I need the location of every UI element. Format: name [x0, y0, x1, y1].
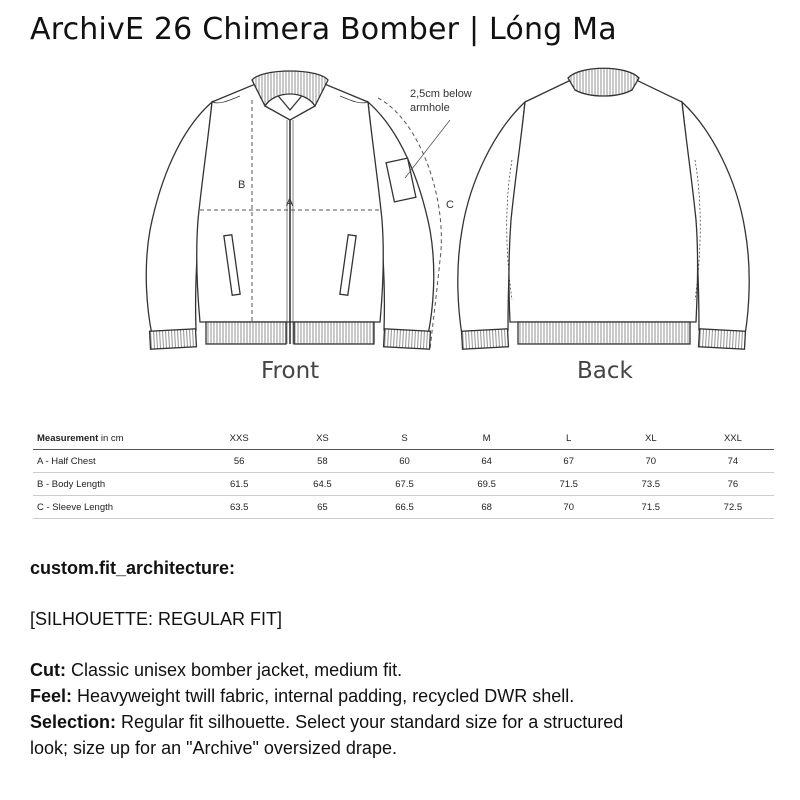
table-cell: 56 [197, 450, 281, 473]
front-left-cuff [150, 329, 197, 349]
table-cell: 70 [610, 450, 692, 473]
table-cell: 70 [528, 496, 610, 519]
front-waistband-left [206, 322, 286, 344]
marker-b: B [238, 179, 246, 191]
fit-heading-text: custom.fit_architecture: [30, 558, 236, 578]
table-cell: 66.5 [363, 496, 445, 519]
feel-text: Heavyweight twill fabric, internal padding, recycled DWR shell. [72, 686, 575, 706]
page-title: ArchivE 26 Chimera Bomber | Lóng Ma [30, 12, 617, 47]
row-label: B - Body Length [33, 473, 197, 496]
feel-line [30, 683, 574, 709]
size-header: S [363, 427, 445, 450]
size-header: M [446, 427, 528, 450]
annotation-line-2: armhole [410, 102, 450, 114]
marker-c: C [446, 199, 454, 211]
size-chart-header-row [33, 427, 774, 450]
table-cell: 61.5 [197, 473, 281, 496]
table-cell: 72.5 [692, 496, 774, 519]
front-view [146, 71, 434, 349]
jacket-technical-drawing [0, 60, 800, 400]
annotation-line-1: 2,5cm below [410, 88, 472, 100]
table-cell: 63.5 [197, 496, 281, 519]
fit-heading [30, 555, 235, 581]
row-label: C - Sleeve Length [33, 496, 197, 519]
selection-text-1: Regular fit silhouette. Select your standard size for a structured [116, 712, 624, 732]
table-cell: 71.5 [528, 473, 610, 496]
table-row [33, 450, 774, 473]
armhole-annotation [410, 87, 472, 115]
back-right-cuff [699, 329, 746, 349]
table-cell: 60 [363, 450, 445, 473]
table-cell: 58 [281, 450, 363, 473]
selection-line-2: look; size up for an "Archive" oversized drape. [30, 738, 397, 758]
table-cell: 74 [692, 450, 774, 473]
back-left-cuff [462, 329, 509, 349]
size-header: L [528, 427, 610, 450]
front-right-cuff [384, 329, 431, 349]
table-cell: 73.5 [610, 473, 692, 496]
measurement-header-label: Measurement [37, 432, 99, 444]
table-cell: 76 [692, 473, 774, 496]
table-cell: 69.5 [446, 473, 528, 496]
feel-label: Feel: [30, 686, 73, 706]
table-row [33, 496, 774, 519]
annotation-leader [405, 120, 450, 178]
table-cell: 67 [528, 450, 610, 473]
back-body [509, 78, 698, 322]
front-label: Front [261, 358, 320, 384]
back-collar [568, 68, 639, 96]
front-waistband-right [294, 322, 374, 344]
row-label: A - Half Chest [33, 450, 197, 473]
table-row [33, 473, 774, 496]
size-header: XXS [197, 427, 281, 450]
size-chart-table [33, 427, 774, 519]
cut-text: Classic unisex bomber jacket, medium fit. [65, 660, 403, 680]
measurement-header-unit: in cm [98, 432, 124, 444]
measurement-header [33, 427, 197, 450]
size-header: XXL [692, 427, 774, 450]
silhouette-line: [SILHOUETTE: REGULAR FIT] [30, 609, 283, 629]
back-label: Back [577, 358, 633, 384]
front-collar [252, 71, 328, 106]
table-cell: 65 [281, 496, 363, 519]
table-cell: 71.5 [610, 496, 692, 519]
cut-line [30, 657, 402, 683]
table-cell: 67.5 [363, 473, 445, 496]
back-view [458, 68, 749, 349]
size-header: XL [610, 427, 692, 450]
cut-label: Cut: [30, 660, 66, 680]
table-cell: 64 [446, 450, 528, 473]
marker-a: A [286, 197, 294, 209]
selection-line [30, 709, 623, 735]
size-header: XS [281, 427, 363, 450]
table-cell: 68 [446, 496, 528, 519]
back-waistband [518, 322, 690, 344]
selection-label: Selection: [30, 712, 117, 732]
table-cell: 64.5 [281, 473, 363, 496]
